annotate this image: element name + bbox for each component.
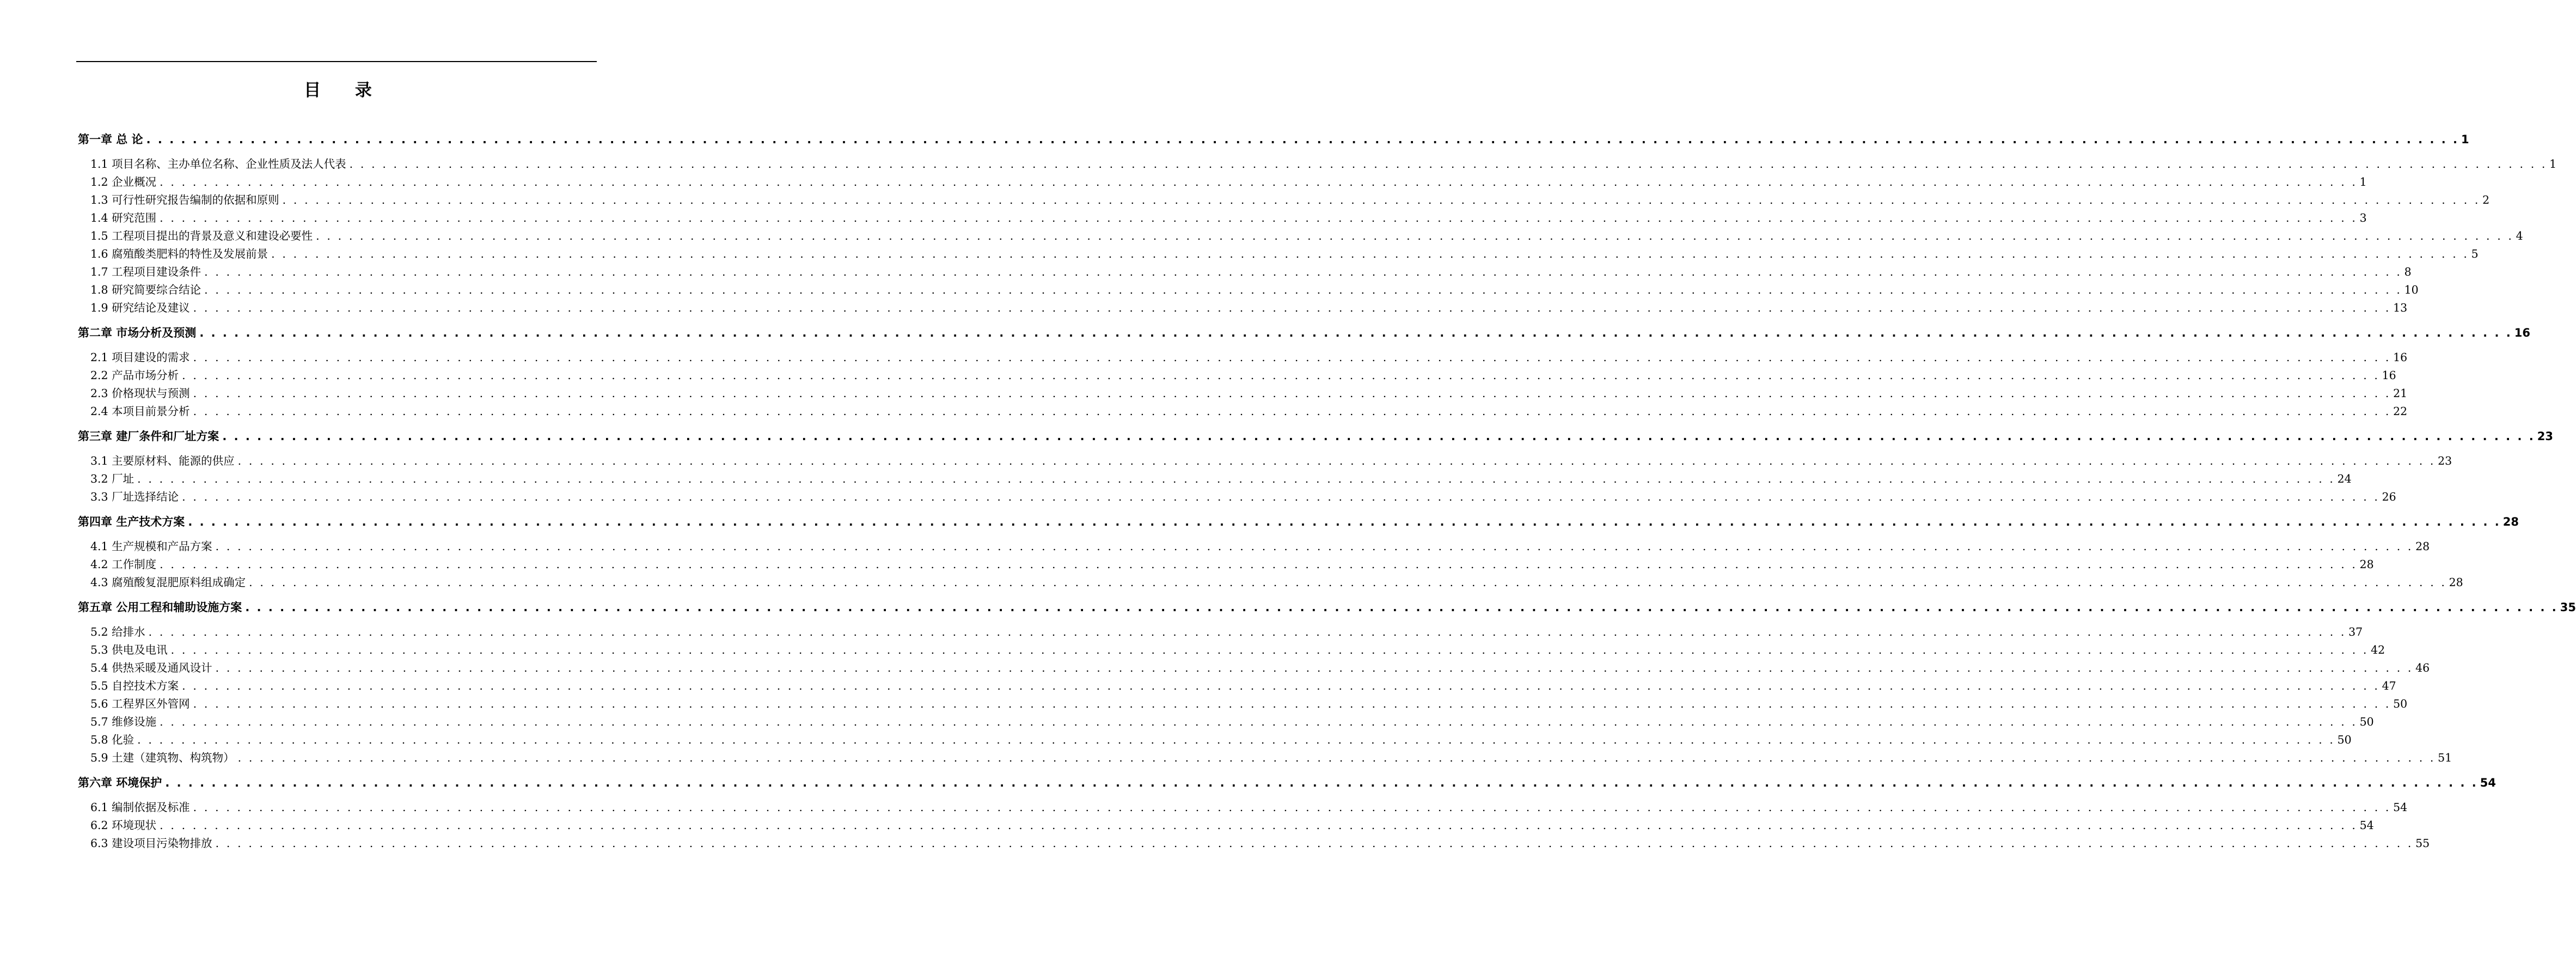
toc-section-title: 1.7 工程项目建设条件: [90, 265, 201, 278]
toc-chapter-title: 第二章 市场分析及预测: [78, 326, 197, 339]
top-rule: [76, 61, 597, 62]
toc-chapter-title: 第六章 环境保护: [78, 776, 162, 789]
dot-leader: . . . . . . . . . . . . . . . . . . . . . . . . . . . . . . . . . . . . . . . . . . . . . . . . . . . . . . . . . . . . . . . . . . . . . . . . . . . . . . . . . . . . . . . . . . . . . . . . . . . . . . . . . . . . . . . . . . . . . . . . . . . . . . . . . . . . . . . . . . . . . . . . . . . . . . . . . . . . . . . . . . . . . . . . . . . . . . . . . . . . . . . . . . . . . . . . . . . . . . . .: [137, 472, 2335, 485]
dot-leader: . . . . . . . . . . . . . . . . . . . . . . . . . . . . . . . . . . . . . . . . . . . . . . . . . . . . . . . . . . . . . . . . . . . . . . . . . . . . . . . . . . . . . . . . . . . . . . . . . . . . . . . . . . . . . . . . . . . . . . . . . . . . . . . . . . . . . . . . . . . . . . . . . . . . . . . . . . . . . . . . . . . . . . . . . . . . . . . . . . . . . . . . . . . . . . . . . . . . . . . .: [160, 211, 2358, 224]
dot-leader: . . . . . . . . . . . . . . . . . . . . . . . . . . . . . . . . . . . . . . . . . . . . . . . . . . . . . . . . . . . . . . . . . . . . . . . . . . . . . . . . . . . . . . . . . . . . . . . . . . . . . . . . . . . . . . . . . . . . . . . . . . . . . . . . . . . . . . . . . . . . . . . . . . . . . . . . . . . . . . . . . . . . . . . . . . . . . . . . . . . . . . . . . . . . . . . . . . . . . . . .: [237, 454, 2436, 467]
dot-leader: . . . . . . . . . . . . . . . . . . . . . . . . . . . . . . . . . . . . . . . . . . . . . . . . . . . . . . . . . . . . . . . . . . . . . . . . . . . . . . . . . . . . . . . . . . . . . . . . . . . . . . . . . . . . . . . . . . . . . . . . . . . . . . . . . . . . . . . . . . . . . . . . . . . . . . . . . . . . . . . . . . . . . . . . . . . . . . . . . . . . . . . . . . . . . . . . . . . . . . . .: [170, 643, 2369, 656]
toc-section-page-number: 1: [2549, 157, 2557, 171]
toc-section-page-number: 1: [2359, 175, 2367, 188]
toc-section[interactable]: [78, 470, 2352, 488]
toc-section-page-number: 13: [2393, 301, 2408, 314]
toc-section-page-number: 37: [2348, 625, 2363, 638]
toc-section[interactable]: [78, 385, 2408, 403]
toc-section-page-number: 42: [2371, 643, 2385, 656]
toc-section-page-number: 22: [2393, 405, 2408, 418]
toc-chapter-title: 第五章 公用工程和辅助设施方案: [78, 601, 242, 614]
dot-leader: . . . . . . . . . . . . . . . . . . . . . . . . . . . . . . . . . . . . . . . . . . . . . . . . . . . . . . . . . . . . . . . . . . . . . . . . . . . . . . . . . . . . . . . . . . . . . . . . . . . . . . . . . . . . . . . . . . . . . . . . . . . . . . . . . . . . . . . . . . . . . . . . . . . . . . . . . . . . . . . . . . . . . . . . . . . . . . . . . . . . . . . . . . . . . . . . . . . . . . . .: [188, 515, 2501, 528]
dot-leader: . . . . . . . . . . . . . . . . . . . . . . . . . . . . . . . . . . . . . . . . . . . . . . . . . . . . . . . . . . . . . . . . . . . . . . . . . . . . . . . . . . . . . . . . . . . . . . . . . . . . . . . . . . . . . . . . . . . . . . . . . . . . . . . . . . . . . . . . . . . . . . . . . . . . . . . . . . . . . . . . . . . . . . . . . . . . . . . . . . . . . . . . . . . . . . . . . . . . . . . .: [193, 301, 2391, 314]
toc-section[interactable]: [78, 173, 2367, 191]
dot-leader: . . . . . . . . . . . . . . . . . . . . . . . . . . . . . . . . . . . . . . . . . . . . . . . . . . . . . . . . . . . . . . . . . . . . . . . . . . . . . . . . . . . . . . . . . . . . . . . . . . . . . . . . . . . . . . . . . . . . . . . . . . . . . . . . . . . . . . . . . . . . . . . . . . . . . . . . . . . . . . . . . . . . . . . . . . . . . . . . . . . . . . . . . . . . . . . . . . . . . . . .: [245, 601, 2558, 614]
dot-leader: . . . . . . . . . . . . . . . . . . . . . . . . . . . . . . . . . . . . . . . . . . . . . . . . . . . . . . . . . . . . . . . . . . . . . . . . . . . . . . . . . . . . . . . . . . . . . . . . . . . . . . . . . . . . . . . . . . . . . . . . . . . . . . . . . . . . . . . . . . . . . . . . . . . . . . . . . . . . . . . . . . . . . . . . . . . . . . . . . . . . . . . . . . . . . . . . . . . . . . . .: [249, 576, 2447, 589]
toc-chapter-title: 第三章 建厂条件和厂址方案: [78, 430, 219, 443]
toc-section-title: 2.1 项目建设的需求: [90, 351, 190, 364]
toc-section-page-number: 16: [2382, 369, 2396, 382]
toc-chapter-title: 第四章 生产技术方案: [78, 515, 185, 528]
dot-leader: . . . . . . . . . . . . . . . . . . . . . . . . . . . . . . . . . . . . . . . . . . . . . . . . . . . . . . . . . . . . . . . . . . . . . . . . . . . . . . . . . . . . . . . . . . . . . . . . . . . . . . . . . . . . . . . . . . . . . . . . . . . . . . . . . . . . . . . . . . . . . . . . . . . . . . . . . . . . . . . . . . . . . . . . . . . . . . . . . . . . . . . . . . . . . . . . . . . . . . . .: [160, 175, 2358, 188]
toc-section[interactable]: [78, 695, 2408, 713]
toc-section-title: 2.3 价格现状与预测: [90, 387, 190, 400]
toc-section-page-number: 55: [2415, 837, 2430, 850]
dot-leader: . . . . . . . . . . . . . . . . . . . . . . . . . . . . . . . . . . . . . . . . . . . . . . . . . . . . . . . . . . . . . . . . . . . . . . . . . . . . . . . . . . . . . . . . . . . . . . . . . . . . . . . . . . . . . . . . . . . . . . . . . . . . . . . . . . . . . . . . . . . . . . . . . . . . . . . . . . . . . . . . . . . . . . . . . . . . . . . . . . . . . . . . . . . . . . . . . . . . . . . .: [182, 369, 2380, 382]
toc-chapter[interactable]: [78, 324, 2530, 342]
dot-leader: . . . . . . . . . . . . . . . . . . . . . . . . . . . . . . . . . . . . . . . . . . . . . . . . . . . . . . . . . . . . . . . . . . . . . . . . . . . . . . . . . . . . . . . . . . . . . . . . . . . . . . . . . . . . . . . . . . . . . . . . . . . . . . . . . . . . . . . . . . . . . . . . . . . . . . . . . . . . . . . . . . . . . . . . . . . . . . . . . . . . . . . . . . . . . . . . . . . . . . . .: [215, 837, 2414, 850]
dot-leader: . . . . . . . . . . . . . . . . . . . . . . . . . . . . . . . . . . . . . . . . . . . . . . . . . . . . . . . . . . . . . . . . . . . . . . . . . . . . . . . . . . . . . . . . . . . . . . . . . . . . . . . . . . . . . . . . . . . . . . . . . . . . . . . . . . . . . . . . . . . . . . . . . . . . . . . . . . . . . . . . . . . . . . . . . . . . . . . . . . . . . . . . . . . . . . . . . . . . . . . .: [271, 247, 2469, 260]
page-title: 目 录: [304, 81, 386, 100]
toc-section-page-number: 54: [2393, 801, 2408, 814]
toc-section-page-number: 21: [2393, 387, 2408, 400]
toc-section-page-number: 26: [2382, 490, 2396, 503]
dot-leader: . . . . . . . . . . . . . . . . . . . . . . . . . . . . . . . . . . . . . . . . . . . . . . . . . . . . . . . . . . . . . . . . . . . . . . . . . . . . . . . . . . . . . . . . . . . . . . . . . . . . . . . . . . . . . . . . . . . . . . . . . . . . . . . . . . . . . . . . . . . . . . . . . . . . . . . . . . . . . . . . . . . . . . . . . . . . . . . . . . . . . . . . . . . . . . . . . . . . . . . .: [316, 229, 2514, 242]
toc-section[interactable]: [78, 659, 2430, 677]
toc-section-page-number: 46: [2415, 661, 2430, 674]
toc-chapter-title: 第一章 总 论: [78, 133, 143, 146]
toc-section-title: 4.2 工作制度: [90, 558, 157, 571]
toc-section-title: 1.1 项目名称、主办单位名称、企业性质及法人代表: [90, 157, 346, 171]
toc-section[interactable]: [78, 281, 2419, 299]
toc-section[interactable]: [78, 227, 2523, 245]
toc-section-title: 1.9 研究结论及建议: [90, 301, 190, 314]
toc-section-title: 5.7 维修设施: [90, 715, 157, 728]
toc-section-title: 5.9 土建（建筑物、构筑物）: [90, 751, 235, 764]
toc-section[interactable]: [78, 799, 2408, 817]
toc-section[interactable]: [78, 299, 2408, 317]
toc-section[interactable]: [78, 367, 2396, 385]
toc-section-page-number: 24: [2337, 472, 2352, 485]
toc-chapter[interactable]: [78, 131, 2469, 148]
toc-section-page-number: 8: [2404, 265, 2412, 278]
dot-leader: . . . . . . . . . . . . . . . . . . . . . . . . . . . . . . . . . . . . . . . . . . . . . . . . . . . . . . . . . . . . . . . . . . . . . . . . . . . . . . . . . . . . . . . . . . . . . . . . . . . . . . . . . . . . . . . . . . . . . . . . . . . . . . . . . . . . . . . . . . . . . . . . . . . . . . . . . . . . . . . . . . . . . . . . . . . . . . . . . . . . . . . . . . . . . . . . . . . . . . . .: [204, 283, 2402, 296]
toc-section-title: 1.3 可行性研究报告编制的依据和原则: [90, 193, 279, 206]
dot-leader: . . . . . . . . . . . . . . . . . . . . . . . . . . . . . . . . . . . . . . . . . . . . . . . . . . . . . . . . . . . . . . . . . . . . . . . . . . . . . . . . . . . . . . . . . . . . . . . . . . . . . . . . . . . . . . . . . . . . . . . . . . . . . . . . . . . . . . . . . . . . . . . . . . . . . . . . . . . . . . . . . . . . . . . . . . . . . . . . . . . . . . . . . . . . . . . . . . . . . . . .: [148, 625, 2347, 638]
toc-section[interactable]: [78, 155, 2557, 173]
toc-section-page-number: 23: [2438, 454, 2452, 467]
toc-section[interactable]: [78, 245, 2479, 263]
toc-chapter-page-number: 1: [2461, 133, 2469, 146]
toc-section-page-number: 4: [2516, 229, 2523, 242]
dot-leader: . . . . . . . . . . . . . . . . . . . . . . . . . . . . . . . . . . . . . . . . . . . . . . . . . . . . . . . . . . . . . . . . . . . . . . . . . . . . . . . . . . . . . . . . . . . . . . . . . . . . . . . . . . . . . . . . . . . . . . . . . . . . . . . . . . . . . . . . . . . . . . . . . . . . . . . . . . . . . . . . . . . . . . . . . . . . . . . . . . . . . . . . . . . . . . . . . . . . . . . .: [160, 558, 2358, 571]
dot-leader: . . . . . . . . . . . . . . . . . . . . . . . . . . . . . . . . . . . . . . . . . . . . . . . . . . . . . . . . . . . . . . . . . . . . . . . . . . . . . . . . . . . . . . . . . . . . . . . . . . . . . . . . . . . . . . . . . . . . . . . . . . . . . . . . . . . . . . . . . . . . . . . . . . . . . . . . . . . . . . . . . . . . . . . . . . . . . . . . . . . . . . . . . . . . . . . . . . . . . . . .: [193, 351, 2391, 364]
toc-section-title: 2.4 本项目前景分析: [90, 405, 190, 418]
toc-section-title: 3.2 厂址: [90, 472, 134, 485]
toc-chapter-page-number: 16: [2514, 326, 2530, 339]
toc-section[interactable]: [78, 835, 2430, 853]
dot-leader: . . . . . . . . . . . . . . . . . . . . . . . . . . . . . . . . . . . . . . . . . . . . . . . . . . . . . . . . . . . . . . . . . . . . . . . . . . . . . . . . . . . . . . . . . . . . . . . . . . . . . . . . . . . . . . . . . . . . . . . . . . . . . . . . . . . . . . . . . . . . . . . . . . . . . . . . . . . . . . . . . . . . . . . . . . . . . . . . . . . . . . . . . . . . . . . . . . . . . . . .: [222, 430, 2535, 443]
dot-leader: . . . . . . . . . . . . . . . . . . . . . . . . . . . . . . . . . . . . . . . . . . . . . . . . . . . . . . . . . . . . . . . . . . . . . . . . . . . . . . . . . . . . . . . . . . . . . . . . . . . . . . . . . . . . . . . . . . . . . . . . . . . . . . . . . . . . . . . . . . . . . . . . . . . . . . . . . . . . . . . . . . . . . . . . . . . . . . . . . . . . . . . . . . . . . . . . . . . . . . . .: [160, 819, 2358, 832]
toc-section-title: 6.1 编制依据及标准: [90, 801, 190, 814]
toc-section-page-number: 28: [2449, 576, 2463, 589]
toc-section-page-number: 50: [2337, 733, 2352, 746]
toc-section-title: 1.4 研究范围: [90, 211, 157, 224]
toc-section-title: 3.1 主要原材料、能源的供应: [90, 454, 235, 467]
toc-chapter-page-number: 54: [2480, 776, 2496, 789]
toc-section-page-number: 51: [2438, 751, 2452, 764]
toc-section[interactable]: [78, 623, 2363, 641]
toc-section[interactable]: [78, 713, 2374, 731]
toc-section-page-number: 2: [2482, 193, 2490, 206]
dot-leader: . . . . . . . . . . . . . . . . . . . . . . . . . . . . . . . . . . . . . . . . . . . . . . . . . . . . . . . . . . . . . . . . . . . . . . . . . . . . . . . . . . . . . . . . . . . . . . . . . . . . . . . . . . . . . . . . . . . . . . . . . . . . . . . . . . . . . . . . . . . . . . . . . . . . . . . . . . . . . . . . . . . . . . . . . . . . . . . . . . . . . . . . . . . . . . . . . . . . . . . .: [193, 387, 2391, 400]
toc-section[interactable]: [78, 452, 2452, 470]
toc-section-title: 5.5 自控技术方案: [90, 679, 179, 692]
toc-section[interactable]: [78, 556, 2374, 574]
dot-leader: . . . . . . . . . . . . . . . . . . . . . . . . . . . . . . . . . . . . . . . . . . . . . . . . . . . . . . . . . . . . . . . . . . . . . . . . . . . . . . . . . . . . . . . . . . . . . . . . . . . . . . . . . . . . . . . . . . . . . . . . . . . . . . . . . . . . . . . . . . . . . . . . . . . . . . . . . . . . . . . . . . . . . . . . . . . . . . . . . . . . . . . . . . . . . . . . . . . . . . . .: [165, 776, 2478, 789]
toc-section[interactable]: [78, 403, 2408, 421]
dot-leader: . . . . . . . . . . . . . . . . . . . . . . . . . . . . . . . . . . . . . . . . . . . . . . . . . . . . . . . . . . . . . . . . . . . . . . . . . . . . . . . . . . . . . . . . . . . . . . . . . . . . . . . . . . . . . . . . . . . . . . . . . . . . . . . . . . . . . . . . . . . . . . . . . . . . . . . . . . . . . . . . . . . . . . . . . . . . . . . . . . . . . . . . . . . . . . . . . . . . . . . .: [182, 679, 2380, 692]
dot-leader: . . . . . . . . . . . . . . . . . . . . . . . . . . . . . . . . . . . . . . . . . . . . . . . . . . . . . . . . . . . . . . . . . . . . . . . . . . . . . . . . . . . . . . . . . . . . . . . . . . . . . . . . . . . . . . . . . . . . . . . . . . . . . . . . . . . . . . . . . . . . . . . . . . . . . . . . . . . . . . . . . . . . . . . . . . . . . . . . . . . . . . . . . . . . . . . . . . . . . . . .: [137, 733, 2335, 746]
toc-section[interactable]: [78, 817, 2374, 835]
toc-section-page-number: 5: [2471, 247, 2479, 260]
toc-section[interactable]: [78, 263, 2412, 281]
dot-leader: . . . . . . . . . . . . . . . . . . . . . . . . . . . . . . . . . . . . . . . . . . . . . . . . . . . . . . . . . . . . . . . . . . . . . . . . . . . . . . . . . . . . . . . . . . . . . . . . . . . . . . . . . . . . . . . . . . . . . . . . . . . . . . . . . . . . . . . . . . . . . . . . . . . . . . . . . . . . . . . . . . . . . . . . . . . . . . . . . . . . . . . . . . . . . . . . . . . . . . . .: [199, 326, 2512, 339]
toc-section[interactable]: [78, 749, 2452, 767]
toc-chapter[interactable]: [78, 513, 2519, 531]
toc-section-page-number: 47: [2382, 679, 2396, 692]
toc-section[interactable]: [78, 641, 2385, 659]
toc-section-title: 1.6 腐殖酸类肥料的特性及发展前景: [90, 247, 268, 260]
toc-section-page-number: 50: [2393, 697, 2408, 710]
dot-leader: . . . . . . . . . . . . . . . . . . . . . . . . . . . . . . . . . . . . . . . . . . . . . . . . . . . . . . . . . . . . . . . . . . . . . . . . . . . . . . . . . . . . . . . . . . . . . . . . . . . . . . . . . . . . . . . . . . . . . . . . . . . . . . . . . . . . . . . . . . . . . . . . . . . . . . . . . . . . . . . . . . . . . . . . . . . . . . . . . . . . . . . . . . . . . . . . . . . . . . . .: [160, 715, 2358, 728]
dot-leader: . . . . . . . . . . . . . . . . . . . . . . . . . . . . . . . . . . . . . . . . . . . . . . . . . . . . . . . . . . . . . . . . . . . . . . . . . . . . . . . . . . . . . . . . . . . . . . . . . . . . . . . . . . . . . . . . . . . . . . . . . . . . . . . . . . . . . . . . . . . . . . . . . . . . . . . . . . . . . . . . . . . . . . . . . . . . . . . . . . . . . . . . . . . . . . . . . . . . . . . .: [193, 697, 2391, 710]
toc-section-page-number: 16: [2393, 351, 2408, 364]
toc-section-title: 5.8 化验: [90, 733, 134, 746]
toc-section-title: 3.3 厂址选择结论: [90, 490, 179, 503]
toc-section-title: 4.1 生产规模和产品方案: [90, 540, 212, 553]
toc-section[interactable]: [78, 538, 2430, 556]
toc-chapter-page-number: 28: [2502, 515, 2519, 528]
toc-chapter[interactable]: [78, 428, 2553, 445]
toc-section-title: 5.2 给排水: [90, 625, 145, 638]
dot-leader: . . . . . . . . . . . . . . . . . . . . . . . . . . . . . . . . . . . . . . . . . . . . . . . . . . . . . . . . . . . . . . . . . . . . . . . . . . . . . . . . . . . . . . . . . . . . . . . . . . . . . . . . . . . . . . . . . . . . . . . . . . . . . . . . . . . . . . . . . . . . . . . . . . . . . . . . . . . . . . . . . . . . . . . . . . . . . . . . . . . . . . . . . . . . . . . . . . . . . . . .: [193, 405, 2391, 418]
toc-section[interactable]: [78, 488, 2396, 506]
toc-section-title: 6.3 建设项目污染物排放: [90, 837, 212, 850]
toc-section[interactable]: [78, 731, 2352, 749]
dot-leader: . . . . . . . . . . . . . . . . . . . . . . . . . . . . . . . . . . . . . . . . . . . . . . . . . . . . . . . . . . . . . . . . . . . . . . . . . . . . . . . . . . . . . . . . . . . . . . . . . . . . . . . . . . . . . . . . . . . . . . . . . . . . . . . . . . . . . . . . . . . . . . . . . . . . . . . . . . . . . . . . . . . . . . . . . . . . . . . . . . . . . . . . . . . . . . . . . . . . . . . .: [182, 490, 2380, 503]
toc-chapter[interactable]: [78, 774, 2496, 791]
table-of-contents: [78, 131, 2576, 853]
toc-section-title: 1.2 企业概况: [90, 175, 157, 188]
toc-section-title: 5.6 工程界区外管网: [90, 697, 190, 710]
toc-section[interactable]: [78, 191, 2490, 209]
dot-leader: . . . . . . . . . . . . . . . . . . . . . . . . . . . . . . . . . . . . . . . . . . . . . . . . . . . . . . . . . . . . . . . . . . . . . . . . . . . . . . . . . . . . . . . . . . . . . . . . . . . . . . . . . . . . . . . . . . . . . . . . . . . . . . . . . . . . . . . . . . . . . . . . . . . . . . . . . . . . . . . . . . . . . . . . . . . . . . . . . . . . . . . . . . . . . . . . . . . . . . . .: [146, 133, 2459, 146]
toc-section[interactable]: [78, 209, 2367, 227]
toc-section-title: 1.8 研究简要综合结论: [90, 283, 201, 296]
toc-section-title: 5.4 供热采暖及通风设计: [90, 661, 212, 674]
toc-chapter[interactable]: [78, 599, 2576, 616]
dot-leader: . . . . . . . . . . . . . . . . . . . . . . . . . . . . . . . . . . . . . . . . . . . . . . . . . . . . . . . . . . . . . . . . . . . . . . . . . . . . . . . . . . . . . . . . . . . . . . . . . . . . . . . . . . . . . . . . . . . . . . . . . . . . . . . . . . . . . . . . . . . . . . . . . . . . . . . . . . . . . . . . . . . . . . . . . . . . . . . . . . . . . . . . . . . . . . . . . . . . . . . .: [215, 540, 2414, 553]
toc-section-page-number: 54: [2359, 819, 2374, 832]
toc-section-title: 5.3 供电及电讯: [90, 643, 168, 656]
toc-section-title: 1.5 工程项目提出的背景及意义和建设必要性: [90, 229, 313, 242]
toc-section[interactable]: [78, 574, 2463, 592]
dot-leader: . . . . . . . . . . . . . . . . . . . . . . . . . . . . . . . . . . . . . . . . . . . . . . . . . . . . . . . . . . . . . . . . . . . . . . . . . . . . . . . . . . . . . . . . . . . . . . . . . . . . . . . . . . . . . . . . . . . . . . . . . . . . . . . . . . . . . . . . . . . . . . . . . . . . . . . . . . . . . . . . . . . . . . . . . . . . . . . . . . . . . . . . . . . . . . . . . . . . . . . .: [282, 193, 2481, 206]
toc-section-page-number: 10: [2404, 283, 2419, 296]
toc-section-page-number: 28: [2359, 558, 2374, 571]
toc-section-title: 6.2 环境现状: [90, 819, 157, 832]
toc-section[interactable]: [78, 677, 2396, 695]
dot-leader: . . . . . . . . . . . . . . . . . . . . . . . . . . . . . . . . . . . . . . . . . . . . . . . . . . . . . . . . . . . . . . . . . . . . . . . . . . . . . . . . . . . . . . . . . . . . . . . . . . . . . . . . . . . . . . . . . . . . . . . . . . . . . . . . . . . . . . . . . . . . . . . . . . . . . . . . . . . . . . . . . . . . . . . . . . . . . . . . . . . . . . . . . . . . . . . . . . . . . . . .: [215, 661, 2414, 674]
toc-section-page-number: 3: [2359, 211, 2367, 224]
toc-section-title: 2.2 产品市场分析: [90, 369, 179, 382]
dot-leader: . . . . . . . . . . . . . . . . . . . . . . . . . . . . . . . . . . . . . . . . . . . . . . . . . . . . . . . . . . . . . . . . . . . . . . . . . . . . . . . . . . . . . . . . . . . . . . . . . . . . . . . . . . . . . . . . . . . . . . . . . . . . . . . . . . . . . . . . . . . . . . . . . . . . . . . . . . . . . . . . . . . . . . . . . . . . . . . . . . . . . . . . . . . . . . . . . . . . . . . .: [237, 751, 2436, 764]
dot-leader: . . . . . . . . . . . . . . . . . . . . . . . . . . . . . . . . . . . . . . . . . . . . . . . . . . . . . . . . . . . . . . . . . . . . . . . . . . . . . . . . . . . . . . . . . . . . . . . . . . . . . . . . . . . . . . . . . . . . . . . . . . . . . . . . . . . . . . . . . . . . . . . . . . . . . . . . . . . . . . . . . . . . . . . . . . . . . . . . . . . . . . . . . . . . . . . . . . . . . . . .: [349, 157, 2548, 171]
toc-chapter-page-number: 23: [2537, 430, 2553, 443]
dot-leader: . . . . . . . . . . . . . . . . . . . . . . . . . . . . . . . . . . . . . . . . . . . . . . . . . . . . . . . . . . . . . . . . . . . . . . . . . . . . . . . . . . . . . . . . . . . . . . . . . . . . . . . . . . . . . . . . . . . . . . . . . . . . . . . . . . . . . . . . . . . . . . . . . . . . . . . . . . . . . . . . . . . . . . . . . . . . . . . . . . . . . . . . . . . . . . . . . . . . . . . .: [204, 265, 2402, 278]
toc-section[interactable]: [78, 349, 2408, 367]
toc-section-title: 4.3 腐殖酸复混肥原料组成确定: [90, 576, 246, 589]
toc-chapter-page-number: 35: [2560, 601, 2576, 614]
toc-section-page-number: 28: [2415, 540, 2430, 553]
dot-leader: . . . . . . . . . . . . . . . . . . . . . . . . . . . . . . . . . . . . . . . . . . . . . . . . . . . . . . . . . . . . . . . . . . . . . . . . . . . . . . . . . . . . . . . . . . . . . . . . . . . . . . . . . . . . . . . . . . . . . . . . . . . . . . . . . . . . . . . . . . . . . . . . . . . . . . . . . . . . . . . . . . . . . . . . . . . . . . . . . . . . . . . . . . . . . . . . . . . . . . . .: [193, 801, 2391, 814]
toc-section-page-number: 50: [2359, 715, 2374, 728]
